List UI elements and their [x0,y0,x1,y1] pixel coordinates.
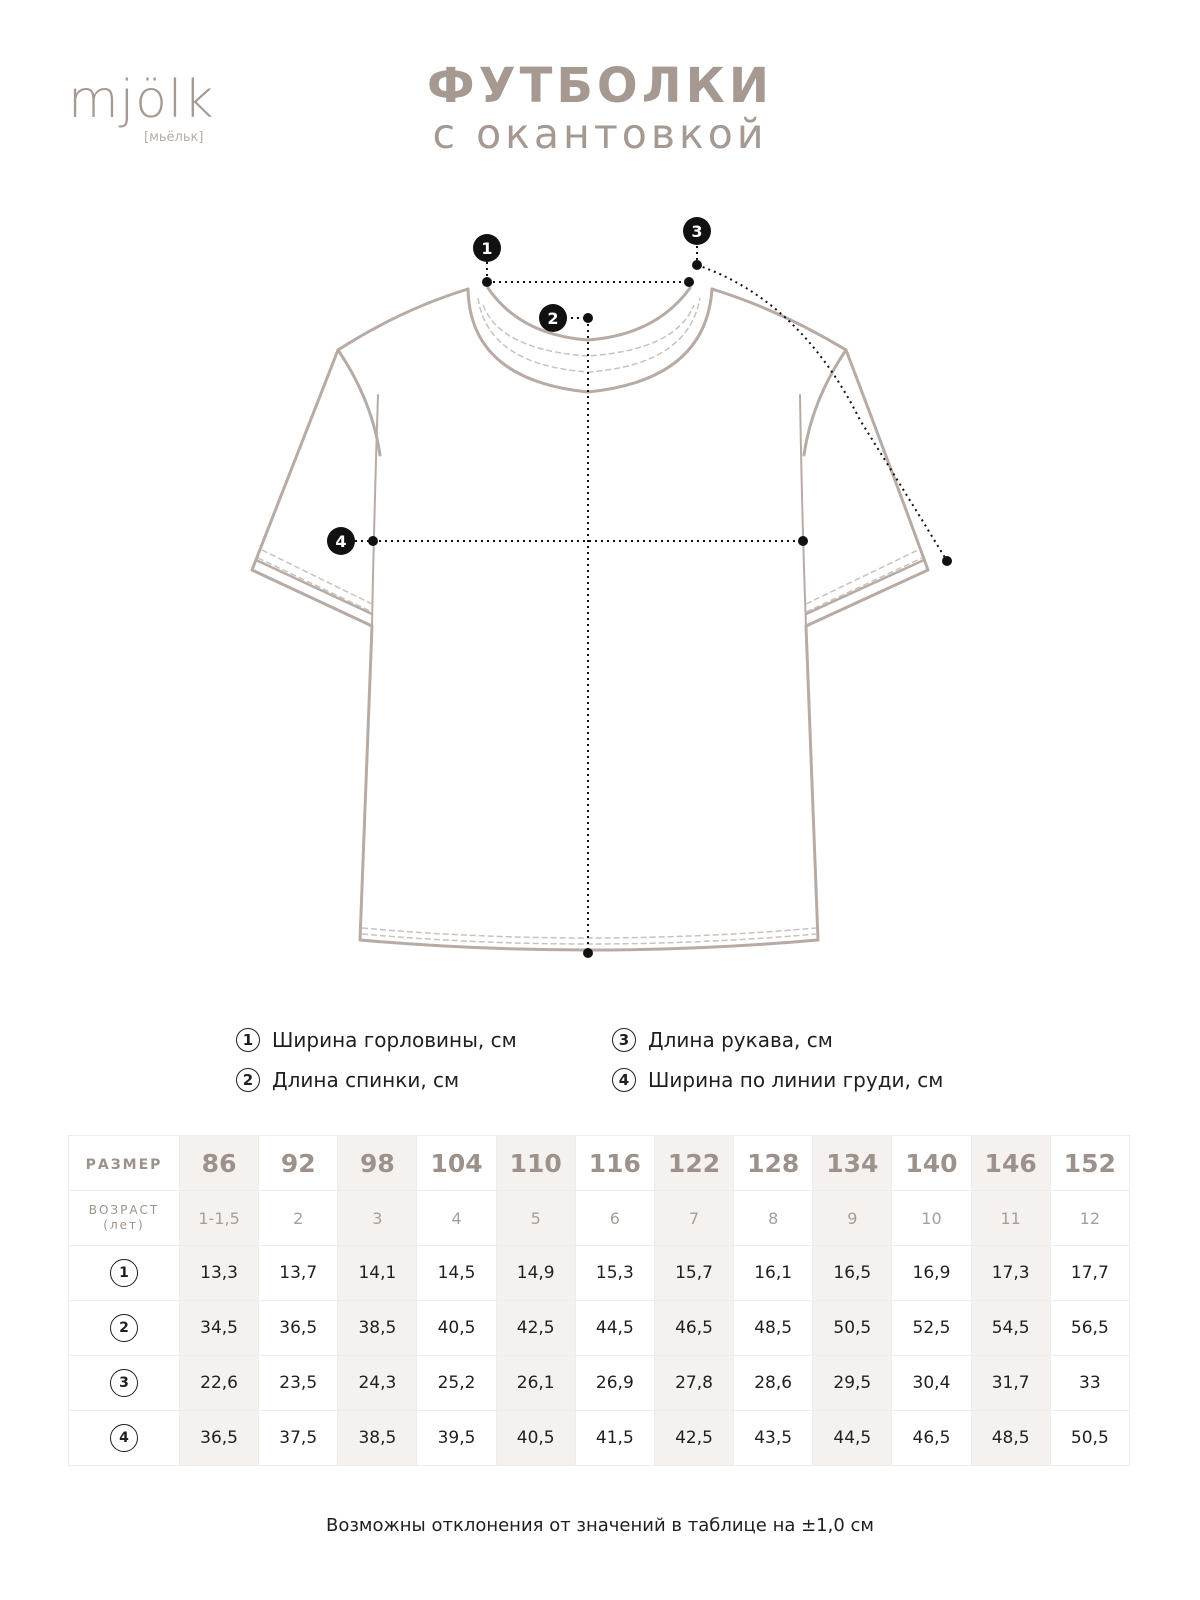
size-label-text: РАЗМЕР [85,1156,163,1173]
title-main: ФУТБОЛКИ [426,58,773,114]
measurement-cell [417,1301,496,1356]
measurement-cell [496,1301,575,1356]
measurement-value: 30,4 [912,1373,951,1393]
measurement-cell [180,1356,259,1411]
measurement-cell [496,1246,575,1301]
age-row [69,1191,1130,1246]
age-value: 12 [1079,1208,1101,1228]
size-value: 104 [430,1148,483,1178]
measurement-cell [1050,1246,1129,1301]
measurement-value: 48,5 [754,1318,793,1338]
measurement-row-2 [69,1301,1130,1356]
measurement-value: 13,7 [279,1263,318,1283]
measure-dot [692,260,702,270]
measurement-cell [654,1411,733,1466]
age-row-label [69,1191,180,1246]
measurement-value: 17,3 [991,1263,1030,1283]
measurement-value: 26,9 [595,1373,634,1393]
size-cell [180,1136,259,1191]
age-cell [259,1191,338,1246]
legend-label-3: Длина рукава, см [648,1028,833,1052]
measurement-value: 14,1 [358,1263,397,1283]
measurement-cell [259,1356,338,1411]
measurement-cell [575,1356,654,1411]
age-value: 6 [609,1208,620,1228]
left-cuff-stitch-2 [258,558,372,612]
legend-label-4: Ширина по линии груди, см [648,1068,944,1092]
title-sub: с окантовкой [432,110,768,158]
legend-label-1: Ширина горловины, см [272,1028,517,1052]
age-cell [496,1191,575,1246]
size-cell [813,1136,892,1191]
size-value: 128 [747,1148,800,1178]
age-cell [338,1191,417,1246]
measurement-cell [575,1411,654,1466]
measurement-value: 50,5 [1070,1428,1109,1448]
age-value: 3 [372,1208,383,1228]
measurement-value: 16,5 [833,1263,872,1283]
measurement-row-label [69,1246,180,1301]
size-value: 152 [1063,1148,1116,1178]
legend-item-4 [612,1068,943,1092]
measurement-value: 24,3 [358,1373,397,1393]
measurement-row-label [69,1356,180,1411]
size-value: 98 [359,1148,395,1178]
measurement-cell [971,1356,1050,1411]
measurement-row-1 [69,1246,1130,1301]
measurement-value: 38,5 [358,1318,397,1338]
age-value: 7 [688,1208,700,1228]
measurement-cell [971,1411,1050,1466]
age-cell [734,1191,813,1246]
marker-3 [683,217,711,245]
measurement-value: 40,5 [516,1428,555,1448]
size-cell [417,1136,496,1191]
measurement-value: 33 [1079,1373,1101,1393]
measurement-row-label [69,1301,180,1356]
measurement-value: 25,2 [437,1373,476,1393]
measurement-cell [259,1411,338,1466]
measurement-value: 15,3 [595,1263,634,1283]
measurement-value: 29,5 [833,1373,872,1393]
measurement-value: 27,8 [675,1373,713,1393]
measure-dot [583,313,593,323]
measurement-value: 52,5 [912,1318,951,1338]
measurement-number-icon: 4 [110,1424,138,1452]
measurement-cell [1050,1301,1129,1356]
measurement-cell [496,1411,575,1466]
measurement-value: 13,3 [200,1263,238,1283]
brand-transliteration: [мьёльк] [144,130,204,145]
left-cuff-line [256,560,372,614]
measurement-cell [1050,1356,1129,1411]
age-cell [654,1191,733,1246]
marker-2-label: 2 [547,309,559,328]
measurement-value: 15,7 [675,1263,713,1283]
measurement-value: 16,9 [912,1263,951,1283]
measurement-cell [734,1356,813,1411]
legend-label-2: Длина спинки, см [272,1068,460,1092]
measurement-value: 46,5 [912,1428,951,1448]
age-cell [417,1191,496,1246]
marker-3-label: 3 [691,222,703,241]
measurement-value: 54,5 [991,1318,1030,1338]
left-sleeve-seam [338,350,380,455]
right-cuff-stitch-2 [806,558,922,612]
size-cell [259,1136,338,1191]
measure-dot [583,948,593,958]
measurement-value: 14,5 [437,1263,476,1283]
measure-dot [482,277,492,287]
size-row-label [69,1136,180,1191]
age-value: 8 [768,1208,779,1228]
brand-name: mjölk [68,70,215,130]
measurement-cell [813,1301,892,1356]
footnote: Возможны отклонения от значений в таблице на ±1,0 см [326,1515,874,1536]
measurement-value: 23,5 [279,1373,318,1393]
age-cell [813,1191,892,1246]
legend-num-2: 2 [236,1068,260,1092]
age-value: 4 [451,1208,462,1228]
measurement-number-icon: 3 [110,1369,138,1397]
marker-4 [327,527,355,555]
measurement-cell [496,1356,575,1411]
age-label-text: ВОЗРАСТ [88,1203,160,1217]
measurement-value: 36,5 [200,1428,238,1448]
age-value: 10 [921,1208,942,1228]
measurement-cell [180,1301,259,1356]
measurement-cell [813,1411,892,1466]
measurement-cell [813,1246,892,1301]
measurement-cell [1050,1411,1129,1466]
measurement-cell [417,1246,496,1301]
size-cell [338,1136,417,1191]
age-value: 9 [847,1208,858,1228]
right-cuff-stitch-1 [806,550,918,604]
measurement-cell [259,1246,338,1301]
measurement-value: 50,5 [833,1318,872,1338]
right-cuff-line [806,560,924,614]
measurement-value: 41,5 [595,1428,634,1448]
measurement-value: 48,5 [991,1428,1030,1448]
legend-item-1 [236,1028,517,1052]
measurement-row-label [69,1411,180,1466]
measurement-cell [180,1411,259,1466]
size-value: 116 [588,1148,641,1178]
size-cell [654,1136,733,1191]
size-cell [1050,1136,1129,1191]
measurement-value: 36,5 [279,1318,318,1338]
size-value: 110 [509,1148,562,1178]
measurement-value: 14,9 [516,1263,555,1283]
measurement-value: 44,5 [595,1318,634,1338]
right-armhole [800,395,806,626]
left-cuff-stitch-1 [262,550,372,604]
measurement-cell [892,1246,971,1301]
measurement-value: 42,5 [516,1318,555,1338]
measurement-value: 16,1 [754,1263,793,1283]
marker-1-label: 1 [481,239,493,258]
measurement-cell [734,1411,813,1466]
measure-dot [368,536,378,546]
age-label-unit: (лет) [103,1218,145,1232]
age-cell [971,1191,1050,1246]
measurement-cell [338,1246,417,1301]
measurement-value: 40,5 [437,1318,476,1338]
measurement-value: 39,5 [437,1428,476,1448]
measurement-cell [417,1411,496,1466]
measurement-cell [892,1411,971,1466]
measurement-cell [971,1301,1050,1356]
measurement-value: 17,7 [1070,1263,1109,1283]
size-cell [496,1136,575,1191]
legend-num-3: 3 [612,1028,636,1052]
marker-4-label: 4 [335,532,347,551]
measure-dot [942,556,952,566]
measurement-cell [338,1411,417,1466]
measurement-value: 28,6 [754,1373,793,1393]
marker-2 [539,304,567,332]
measurement-cell [575,1246,654,1301]
measurement-cell [338,1301,417,1356]
measurement-value: 44,5 [833,1428,872,1448]
marker-1 [473,234,501,262]
measurement-value: 42,5 [675,1428,713,1448]
measurement-cell [180,1246,259,1301]
size-cell [575,1136,654,1191]
measurement-number-icon: 1 [110,1259,138,1287]
measurement-row-3 [69,1356,1130,1411]
legend-item-2 [236,1068,459,1092]
measurement-number-icon: 2 [110,1314,138,1342]
size-table [68,1135,1130,1466]
size-value: 140 [905,1148,958,1178]
measurement-value: 37,5 [279,1428,318,1448]
size-value: 92 [280,1148,316,1178]
measurement-cell [892,1356,971,1411]
age-cell [180,1191,259,1246]
measurement-cell [417,1356,496,1411]
measurement-cell [338,1356,417,1411]
legend-num-4: 4 [612,1068,636,1092]
measurement-cell [892,1301,971,1356]
measurement-value: 26,1 [516,1373,555,1393]
right-sleeve-seam [804,350,846,455]
age-value: 11 [1000,1208,1021,1228]
measurement-cell [734,1246,813,1301]
measurement-cell [575,1301,654,1356]
measurement-value: 31,7 [991,1373,1030,1393]
measurement-cell [971,1246,1050,1301]
age-value: 1-1,5 [198,1208,240,1228]
legend-num-1: 1 [236,1028,260,1052]
measurement-value: 56,5 [1070,1318,1109,1338]
size-value: 134 [826,1148,879,1178]
age-cell [575,1191,654,1246]
size-cell [734,1136,813,1191]
age-cell [892,1191,971,1246]
measurement-cell [654,1246,733,1301]
tshirt-outline [252,289,928,950]
measure-dot [684,277,694,287]
size-value: 122 [667,1148,721,1178]
size-row [69,1136,1130,1191]
age-cell [1050,1191,1129,1246]
measurement-value: 22,6 [200,1373,238,1393]
size-value: 86 [201,1148,237,1178]
size-value: 146 [984,1148,1037,1178]
measurement-cell [734,1301,813,1356]
measurement-cell [654,1301,733,1356]
measurement-value: 46,5 [675,1318,713,1338]
age-value: 5 [530,1208,541,1228]
measurement-cell [813,1356,892,1411]
measurement-row-4 [69,1411,1130,1466]
measure-dot [798,536,808,546]
measurement-value: 38,5 [358,1428,397,1448]
measurement-cell [654,1356,733,1411]
measurement-value: 34,5 [200,1318,238,1338]
size-cell [971,1136,1050,1191]
size-cell [892,1136,971,1191]
age-value: 2 [293,1208,304,1228]
legend-item-3 [612,1028,833,1052]
measurement-cell [259,1301,338,1356]
measurement-value: 43,5 [754,1428,793,1448]
